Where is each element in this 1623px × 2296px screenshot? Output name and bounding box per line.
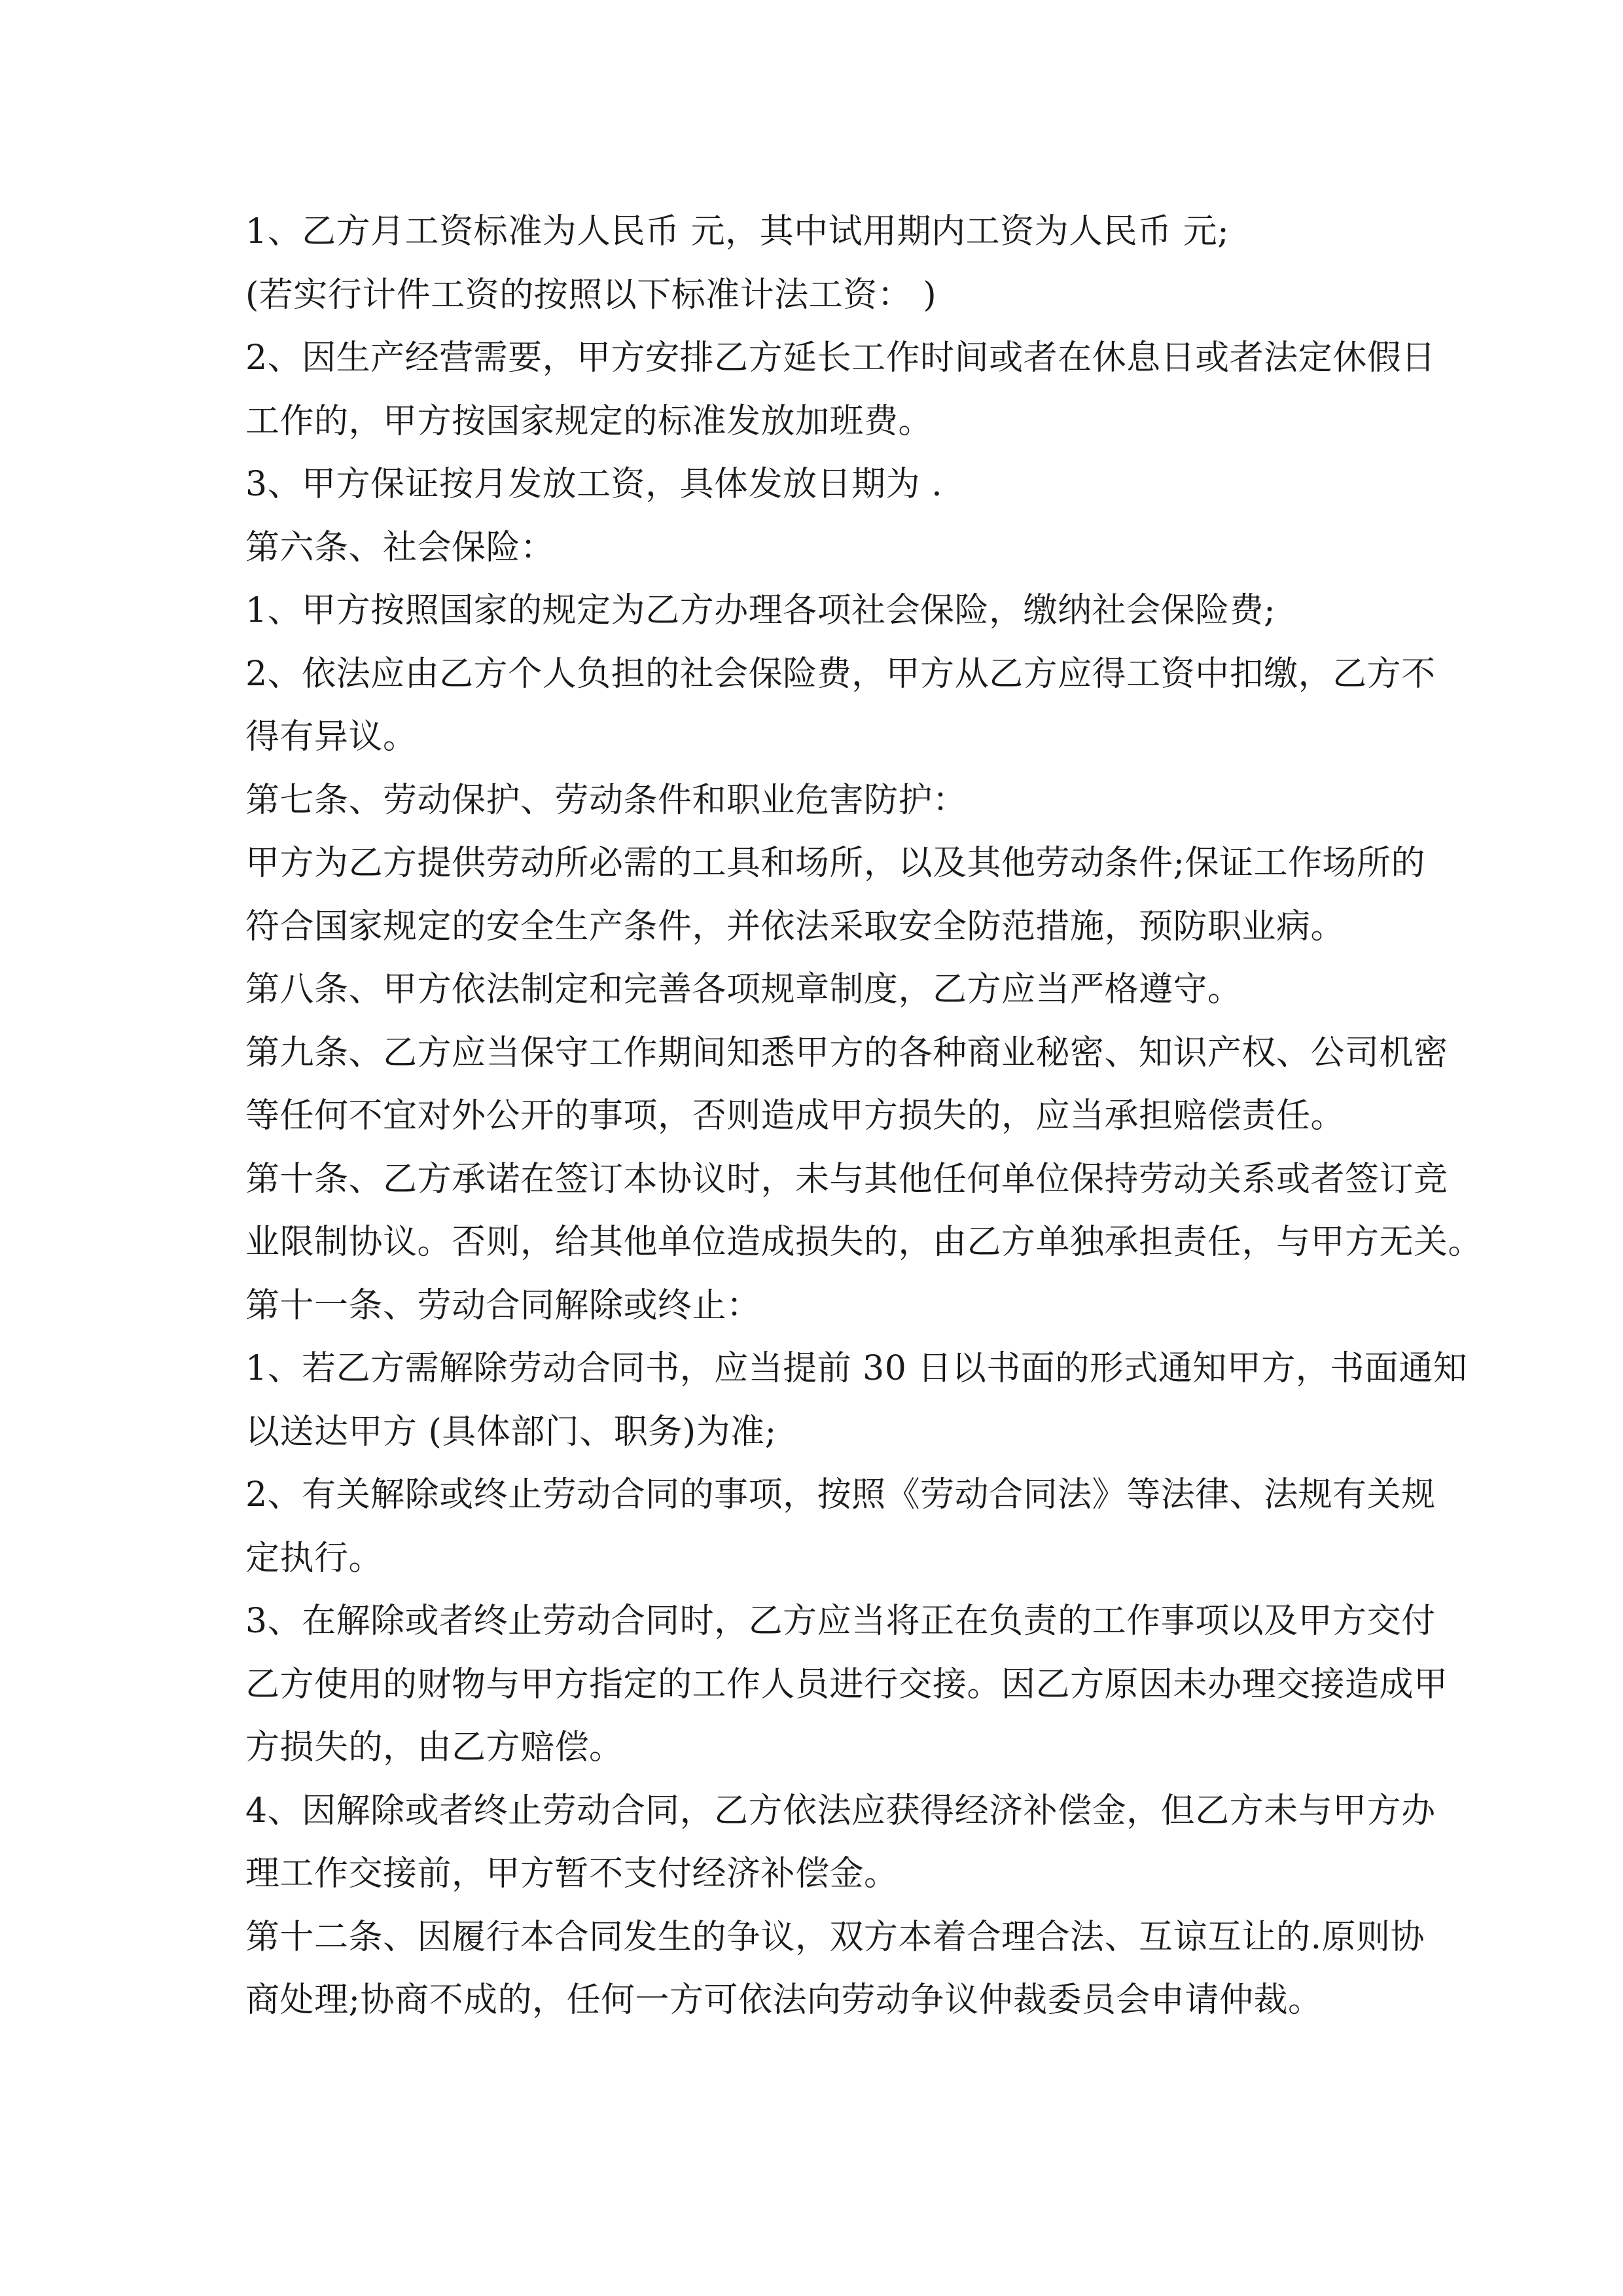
text-line: 2、依法应由乙方个人负担的社会保险费，甲方从乙方应得工资中扣缴，乙方不 bbox=[245, 654, 1436, 694]
section-heading: 第十一条、劳动合同解除或终止： bbox=[245, 1285, 761, 1325]
section-heading: 第八条、甲方依法制定和完善各项规章制度，乙方应当严格遵守。 bbox=[245, 970, 1242, 1009]
text-line: 4、因解除或者终止劳动合同，乙方依法应获得经济补偿金，但乙方未与甲方办 bbox=[245, 1791, 1436, 1831]
text-line: 业限制协议。否则，给其他单位造成损失的，由乙方单独承担责任，与甲方无关。 bbox=[245, 1223, 1483, 1262]
text-line: 符合国家规定的安全生产条件，并依法采取安全防范措施，预防职业病。 bbox=[245, 906, 1346, 946]
section-heading: 第七条、劳动保护、劳动条件和职业危害防护： bbox=[245, 780, 967, 820]
text-line: (若实行计件工资的按照以下标准计法工资： ) bbox=[245, 275, 937, 315]
text-line: 以送达甲方 (具体部门、职务)为准; bbox=[245, 1412, 777, 1452]
text-line: 甲方为乙方提供劳动所必需的工具和场所，以及其他劳动条件;保证工作场所的 bbox=[245, 844, 1426, 883]
section-heading: 第十条、乙方承诺在签订本协议时，未与其他任何单位保持劳动关系或者签订竞 bbox=[245, 1159, 1448, 1199]
document-body bbox=[245, 200, 1483, 2032]
text-line: 定执行。 bbox=[245, 1538, 383, 1578]
text-line: 方损失的，由乙方赔偿。 bbox=[245, 1728, 624, 1767]
section-heading: 第九条、乙方应当保守工作期间知悉甲方的各种商业秘密、知识产权、公司机密 bbox=[245, 1033, 1448, 1073]
text-line: 2、因生产经营需要，甲方安排乙方延长工作时间或者在休息日或者法定休假日 bbox=[245, 338, 1436, 378]
text-line: 3、在解除或者终止劳动合同时，乙方应当将正在负责的工作事项以及甲方交付 bbox=[245, 1602, 1436, 1641]
text-line: 工作的，甲方按国家规定的标准发放加班费。 bbox=[245, 401, 933, 441]
section-heading: 第六条、社会保险： bbox=[245, 528, 555, 567]
text-line: 乙方使用的财物与甲方指定的工作人员进行交接。因乙方原因未办理交接造成甲 bbox=[245, 1664, 1448, 1704]
text-line: 得有异议。 bbox=[245, 717, 418, 757]
text-line: 1、甲方按照国家的规定为乙方办理各项社会保险，缴纳社会保险费; bbox=[245, 591, 1276, 630]
text-line: 等任何不宜对外公开的事项，否则造成甲方损失的，应当承担赔偿责任。 bbox=[245, 1096, 1346, 1136]
text-line: 3、甲方保证按月发放工资，具体发放日期为 . bbox=[245, 465, 943, 504]
section-heading: 第十二条、因履行本合同发生的争议，双方本着合理合法、互谅互让的.原则协 bbox=[245, 1917, 1425, 1957]
text-line: 1、乙方月工资标准为人民币 元，其中试用期内工资为人民币 元; bbox=[245, 212, 1230, 251]
text-line: 1、若乙方需解除劳动合同书，应当提前 30 日以书面的形式通知甲方，书面通知 bbox=[245, 1349, 1468, 1388]
text-line: 商处理;协商不成的，任何一方可依法向劳动争议仲裁委员会申请仲裁。 bbox=[245, 1981, 1323, 2020]
text-line: 理工作交接前，甲方暂不支付经济补偿金。 bbox=[245, 1854, 899, 1893]
text-line: 2、有关解除或终止劳动合同的事项，按照《劳动合同法》等法律、法规有关规 bbox=[245, 1475, 1436, 1515]
